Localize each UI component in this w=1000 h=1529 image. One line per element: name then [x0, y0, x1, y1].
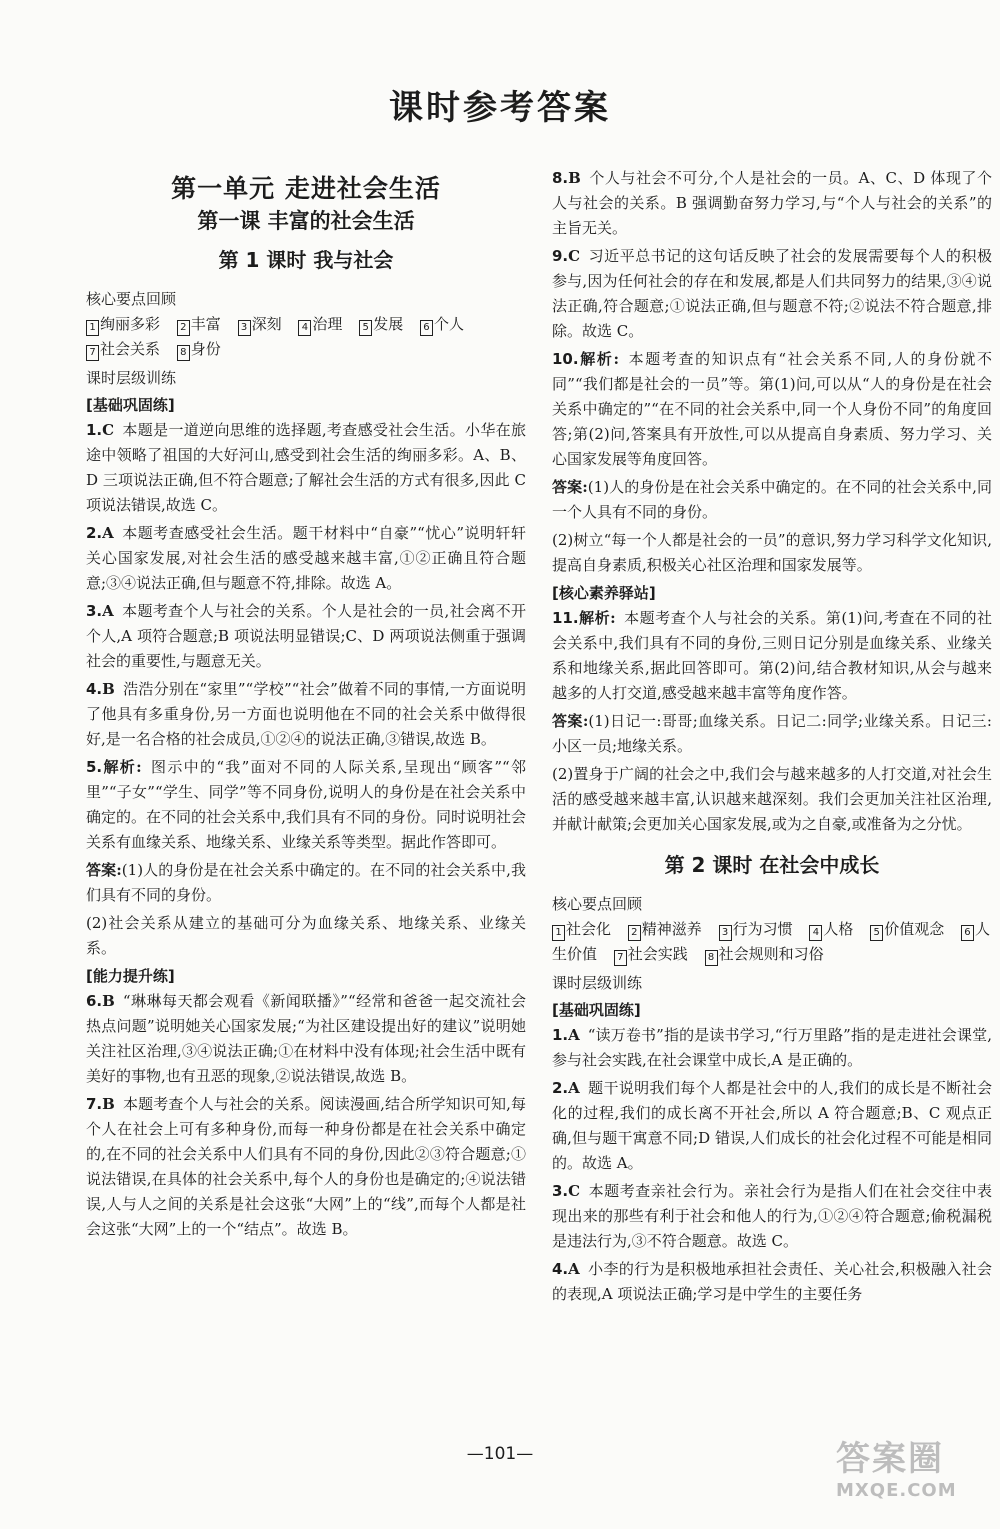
core-point: 4 人格: [809, 920, 865, 938]
ability-practice-heading: [能力提升练]: [86, 967, 175, 985]
answer-11-part-2: (2)置身于广阔的社会之中,我们会与越来越多的人打交道,对社会生活的感受越来越丰富,认识越来越深刻。我们会更加关注社区治理,并献计献策;会更加关心国家发展,或为之自豪,或准备为之分忧。: [552, 765, 992, 833]
answer-item-6: 6.B “琳琳每天都会观看《新闻联播》”“经常和爸爸一起交流社会热点问题”说明她关心国家发展;“为社区建设提出好的建议”说明她关注社区治理,③④说法正确;①在材料中没有体现;社会生活中既有美好的事物,也有丑恶的现象,②说法错误,故选 B。: [86, 992, 526, 1085]
watermark-logo: [836, 1431, 986, 1511]
core-point: 2 丰富: [177, 315, 233, 333]
core-points: [86, 312, 526, 362]
core-point: 6 个人: [420, 315, 476, 333]
answer-10-part-2: (2)树立“每一个人都是社会的一员”的意识,努力学习科学文化知识,提高自身素质,积极关心社区治理和国家发展等。: [552, 531, 992, 574]
core-review-heading: 核心要点回顾: [86, 290, 177, 308]
answer-10-part-1: 答案:(1)人的身份是在社会关系中确定的。在不同的社会关系中,同一个人具有不同的身份。: [552, 478, 992, 521]
answer-5-part-2: (2)社会关系从建立的基础可分为血缘关系、地缘关系、业缘关系。: [86, 914, 526, 957]
training-heading: 课时层级训练: [86, 369, 177, 387]
answer-item-2: 2.A 本题考查感受社会生活。题干材料中“自豪”“忧心”说明轩轩关心国家发展,对社会生活的感受越来越丰富,①②正确且符合题意;③④说法正确,但与题意不符,排除。故选 A。: [86, 524, 526, 592]
answer-5-part-1: 答案:(1)人的身份是在社会关系中确定的。在不同的社会关系中,我们具有不同的身份。: [86, 861, 526, 904]
answer-item-1: 1.C 本题是一道逆向思维的选择题,考查感受社会生活。小华在旅途中领略了祖国的大好河山,感受到社会生活的绚丽多彩。A、B、D 三项说法正确,但不符合题意;了解社会生活的方式有很多,因此 C 项说法错误,故选 C。: [86, 421, 526, 514]
core-points-2: [552, 917, 992, 967]
answer-item-9: 9.C 习近平总书记的这句话反映了社会的发展需要每个人的积极参与,因为任何社会的存在和发展,都是人们共同努力的结果,③④说法正确,符合题意;①说法正确,但与题意不符;②说法不符合题意,排除。故选 C。: [552, 247, 992, 340]
answer-item-11: 11.解析: 本题考查个人与社会的关系。第(1)问,考查在不同的社会关系中,我们具有不同的身份,三则日记分别是血缘关系、业缘关系和地缘关系,据此回答即可。第(2)问,结合教材知识,从会与越来越多的人打交道,感受越来越丰富等角度作答。: [552, 609, 992, 702]
answer-item-5: 5.解析: 图示中的“我”面对不同的人际关系,呈现出“顾客”“邻里”“子女”“学生、同学”等不同身份,说明人的身份是在社会关系中确定的。在不同的社会关系中,我们具有不同的身份。同时说明社会关系有血缘关系、地缘关系、业缘关系等类型。据此作答即可。: [86, 758, 526, 851]
period-2-answer-4: 4.A 小李的行为是积极地承担社会责任、关心社会,积极融入社会的表现,A 项说法正确;学习是中学生的主要任务: [552, 1260, 992, 1303]
core-point: 7 社会实践: [614, 945, 700, 963]
answer-item-4: 4.B 浩浩分别在“家里”“学校”“社会”做着不同的事情,一方面说明了他具有多重身份,另一方面也说明他在不同的社会关系中做得很好,是一名合格的社会成员,①②④的说法正确,③错误,故选 B。: [86, 680, 526, 748]
core-point: 5 发展: [359, 315, 415, 333]
core-point: 1 社会化: [552, 920, 623, 938]
core-review-heading-2: 核心要点回顾: [552, 895, 643, 913]
core-literacy-heading: [核心素养驿站]: [552, 584, 656, 602]
answer-11-part-1: 答案:(1)日记一:哥哥;血缘关系。日记二:同学;业缘关系。日记三:小区一员;地缘关系。: [552, 712, 992, 755]
core-point: 8 身份: [177, 340, 233, 358]
watermark-domain: MXQE.COM: [836, 1480, 957, 1501]
right-column: [552, 166, 992, 1310]
left-column: [86, 164, 526, 1245]
answer-item-7: 7.B 本题考查个人与社会的关系。阅读漫画,结合所学知识可知,每个人在社会上可有多种身份,而每一种身份都是在社会关系中确定的,在不同的社会关系中人们具有不同的身份,因此②③符合题意;①说法错误,在具体的社会关系中,每个人的身份也是确定的;④说法错误,人与人之间的关系是社会这张“大网”上的“线”,而每个人都是社会这张“大网”上的一个“结点”。故选 B。: [86, 1095, 526, 1238]
core-point: 3 行为习惯: [719, 920, 805, 938]
page-title: 课时参考答案: [389, 88, 611, 128]
basic-practice-heading-2: [基础巩固练]: [552, 1001, 641, 1019]
period-2-answer-2: 2.A 题干说明我们每个人都是社会中的人,我们的成长是不断社会化的过程,我们的成长离不开社会,所以 A 符合题意;B、C 观点正确,但与题干寓意不同;D 错误,人们成长的社会化过程不可能是相同的。故选 A。: [552, 1079, 992, 1172]
answer-item-10: 10.解析: 本题考查的知识点有“社会关系不同,人的身份就不同”“我们都是社会的一员”等。第(1)问,可以从“人的身份是在社会关系中确定的”“在不同的社会关系中,同一个人身份不同”的角度回答;第(2)问,答案具有开放性,可以从提高自身素质、努力学习、关心国家发展等角度回答。: [552, 350, 992, 468]
period-2-answer-3: 3.C 本题考查亲社会行为。亲社会行为是指人们在社会交往中表现出来的那些有利于社会和他人的行为,①②④符合题意;偷税漏税是违法行为,③不符合题意。故选 C。: [552, 1182, 992, 1250]
core-point: 8 社会规则和习俗: [705, 945, 836, 963]
core-point: 2 精神滋养: [628, 920, 714, 938]
period-2-title: 第 2 课时 在社会中成长: [664, 853, 880, 877]
page-number: —101—: [466, 1444, 534, 1464]
watermark-text: 答案圈: [836, 1439, 944, 1479]
core-point: 7 社会关系: [86, 340, 172, 358]
answer-item-8: 8.B 个人与社会不可分,个人是社会的一员。A、C、D 体现了个人与社会的关系。B 强调勤奋努力学习,与“个人与社会的关系”的主旨无关。: [552, 169, 992, 237]
period-title: 第 1 课时 我与社会: [218, 248, 394, 272]
core-point: 3 深刻: [238, 315, 294, 333]
core-point: 1 绚丽多彩: [86, 315, 172, 333]
core-point: 5 价值观念: [870, 920, 956, 938]
core-point: 4 治理: [298, 315, 354, 333]
lesson-title: 第一课 丰富的社会生活: [197, 209, 415, 233]
core-point: 6 人生价值: [552, 920, 990, 963]
period-2-answer-1: 1.A “读万卷书”指的是读书学习,“行万里路”指的是走进社会课堂,参与社会实践,在社会课堂中成长,A 是正确的。: [552, 1026, 992, 1069]
answer-item-3: 3.A 本题考查个人与社会的关系。个人是社会的一员,社会离不开个人,A 项符合题意;B 项说法明显错误;C、D 两项说法侧重于强调社会的重要性,与题意无关。: [86, 602, 526, 670]
unit-title: 第一单元 走进社会生活: [171, 174, 441, 203]
training-heading-2: 课时层级训练: [552, 974, 643, 992]
basic-practice-heading: [基础巩固练]: [86, 396, 175, 414]
